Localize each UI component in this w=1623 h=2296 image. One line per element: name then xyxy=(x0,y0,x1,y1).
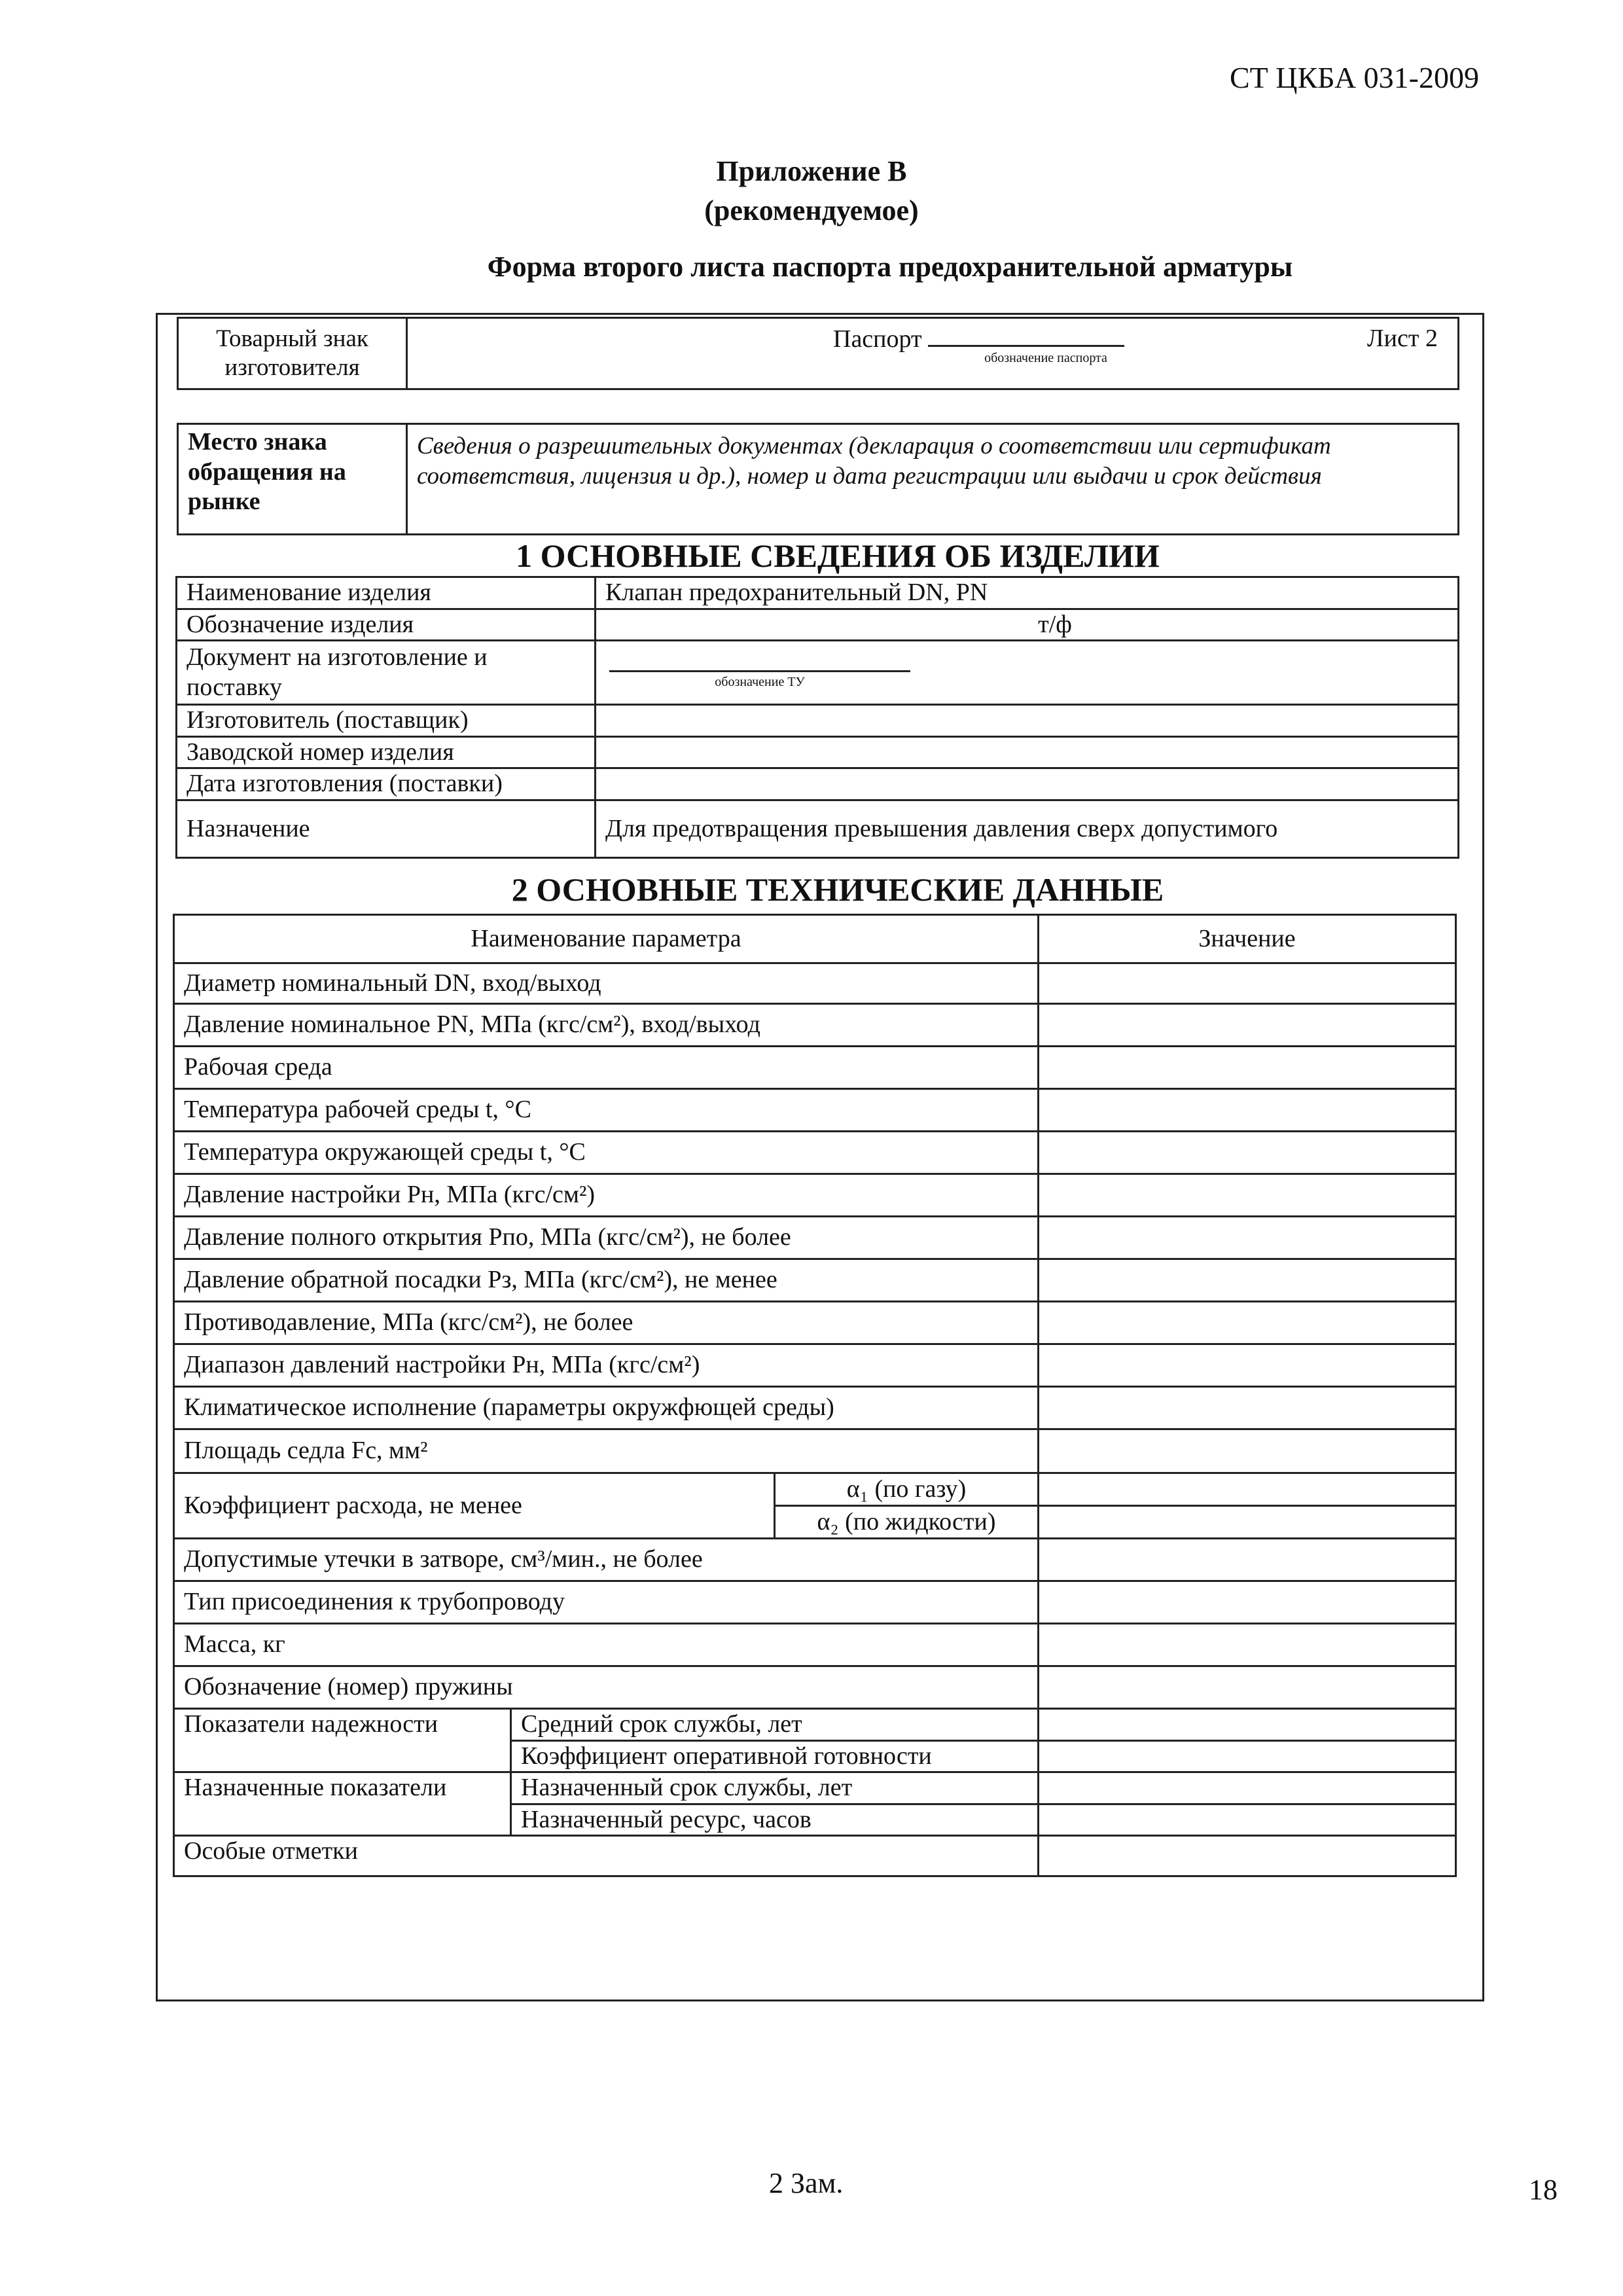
param-name: Площадь седла Fc, мм² xyxy=(174,1429,1039,1473)
param-value[interactable] xyxy=(1039,1772,1456,1804)
special-marks-label: Особые отметки xyxy=(174,1836,1039,1876)
market-table xyxy=(177,423,1459,535)
param-value[interactable] xyxy=(1039,1539,1456,1581)
param-name: Допустимые утечки в затворе, см³/мин., не более xyxy=(174,1539,1039,1581)
param-name: Диаметр номинальный DN, вход/выход xyxy=(174,963,1039,1004)
param-value[interactable] xyxy=(1039,1174,1456,1217)
table-row xyxy=(174,1772,1456,1804)
table-row xyxy=(174,1539,1456,1581)
param-value[interactable] xyxy=(1039,1047,1456,1089)
flow-coef-liquid: α₂ (по жидкости) xyxy=(775,1506,1039,1539)
tu-line xyxy=(609,670,910,672)
passport-cell xyxy=(407,318,1459,389)
header-table xyxy=(177,317,1459,390)
sheet-label: Лист 2 xyxy=(1366,325,1438,352)
appendix-subtitle: (рекомендуемое) xyxy=(704,194,919,226)
table-header-row xyxy=(174,915,1456,963)
table-row xyxy=(174,1344,1456,1387)
param-name: Диапазон давлений настройки Рн, МПа (кгс/см²) xyxy=(174,1344,1039,1387)
param-name: Обозначение (номер) пружины xyxy=(174,1666,1039,1709)
section2-heading: 2 ОСНОВНЫЕ ТЕХНИЧЕСКИЕ ДАННЫЕ xyxy=(511,871,1164,908)
table-row xyxy=(174,1132,1456,1174)
row-value[interactable] xyxy=(596,705,1459,737)
param-value[interactable] xyxy=(1039,1836,1456,1876)
passport-label: Паспорт xyxy=(833,325,922,353)
param-name: Давление обратной посадки Рз, МПа (кгс/см²), не менее xyxy=(174,1259,1039,1302)
row-value[interactable]: т/ф xyxy=(596,609,1459,641)
appendix-title: Приложение В xyxy=(716,155,907,187)
assigned-item: Назначенный срок службы, лет xyxy=(511,1772,1039,1804)
table-row xyxy=(174,1259,1456,1302)
row-value[interactable] xyxy=(596,736,1459,768)
param-name: Климатическое исполнение (параметры окружфющей среды) xyxy=(174,1387,1039,1429)
passport-number-line[interactable] xyxy=(928,324,1124,347)
table-row xyxy=(174,1429,1456,1473)
param-name: Давление настройки Рн, МПа (кгс/см²) xyxy=(174,1174,1039,1217)
param-value[interactable] xyxy=(1039,1302,1456,1344)
param-value[interactable] xyxy=(1039,963,1456,1004)
param-value[interactable] xyxy=(1039,1004,1456,1047)
table-row xyxy=(177,768,1459,800)
assigned-label: Назначенные показатели xyxy=(174,1772,511,1836)
table-row xyxy=(174,1047,1456,1089)
flow-coef-label: Коэффициент расхода, не менее xyxy=(174,1473,775,1539)
table-row xyxy=(174,1836,1456,1876)
table-row xyxy=(174,1387,1456,1429)
section2-table xyxy=(173,914,1457,1877)
param-value[interactable] xyxy=(1039,1709,1456,1741)
param-value[interactable] xyxy=(1039,1666,1456,1709)
param-name: Масса, кг xyxy=(174,1624,1039,1666)
table-row xyxy=(174,1624,1456,1666)
table-row xyxy=(174,1666,1456,1709)
table-row xyxy=(174,1217,1456,1259)
reliability-item: Коэффициент оперативной готовности xyxy=(511,1740,1039,1772)
param-value[interactable] xyxy=(1039,1259,1456,1302)
form-title: Форма второго листа паспорта предохранительной арматуры xyxy=(487,251,1293,283)
table-row xyxy=(174,1004,1456,1047)
tu-caption: обозначение ТУ xyxy=(715,675,805,690)
col-value-header: Значение xyxy=(1039,915,1456,963)
param-value[interactable] xyxy=(1039,1506,1456,1539)
table-row xyxy=(174,963,1456,1004)
param-name: Давление номинальное PN, МПа (кгс/см²), вход/выход xyxy=(174,1004,1039,1047)
reliability-item: Средний срок службы, лет xyxy=(511,1709,1039,1741)
param-name: Температура рабочей среды t, °C xyxy=(174,1089,1039,1132)
table-row xyxy=(177,736,1459,768)
param-name: Тип присоединения к трубопроводу xyxy=(174,1581,1039,1624)
param-value[interactable] xyxy=(1039,1740,1456,1772)
param-name: Давление полного открытия Рпо, МПа (кгс/см²), не более xyxy=(174,1217,1039,1259)
param-name: Противодавление, МПа (кгс/см²), не более xyxy=(174,1302,1039,1344)
row-name: Изготовитель (поставщик) xyxy=(177,705,596,737)
row-name: Наименование изделия xyxy=(177,577,596,609)
standard-code: СТ ЦКБА 031-2009 xyxy=(1229,61,1479,94)
param-value[interactable] xyxy=(1039,1217,1456,1259)
param-value[interactable] xyxy=(1039,1581,1456,1624)
row-value[interactable] xyxy=(596,641,1459,705)
param-value[interactable] xyxy=(1039,1429,1456,1473)
row-value[interactable] xyxy=(596,768,1459,800)
trademark-label: Товарный знак изготовителя xyxy=(178,318,407,389)
row-name: Дата изготовления (поставки) xyxy=(177,768,596,800)
table-row xyxy=(174,1302,1456,1344)
col-param-header: Наименование параметра xyxy=(174,915,1039,963)
flow-coef-gas: α₁ (по газу) xyxy=(775,1473,1039,1506)
table-row xyxy=(177,705,1459,737)
row-name: Назначение xyxy=(177,800,596,857)
row-name: Обозначение изделия xyxy=(177,609,596,641)
assigned-item: Назначенный ресурс, часов xyxy=(511,1804,1039,1836)
market-label: Место знака обращения на рынке xyxy=(178,424,407,535)
row-value[interactable]: Для предотвращения превышения давления сверх допустимого xyxy=(596,800,1459,857)
param-value[interactable] xyxy=(1039,1624,1456,1666)
table-row xyxy=(174,1473,1456,1506)
table-row xyxy=(177,800,1459,857)
table-row xyxy=(177,641,1459,705)
table-row xyxy=(174,1709,1456,1741)
table-row xyxy=(177,609,1459,641)
section1-heading: 1 ОСНОВНЫЕ СВЕДЕНИЯ ОБ ИЗДЕЛИИ xyxy=(516,537,1160,574)
section1-table xyxy=(175,576,1459,859)
param-value[interactable] xyxy=(1039,1804,1456,1836)
market-text: Сведения о разрешительных документах (декларация о соответствии или сертификат соответствия, лицензия и др.), номер и дата регистрации или выдачи и срок действия xyxy=(407,424,1459,535)
table-row xyxy=(174,1089,1456,1132)
table-row xyxy=(177,577,1459,609)
reliability-label: Показатели надежности xyxy=(174,1709,511,1772)
param-name: Температура окружающей среды t, °C xyxy=(174,1132,1039,1174)
table-row xyxy=(174,1581,1456,1624)
table-row xyxy=(174,1174,1456,1217)
page-number: 18 xyxy=(1529,2174,1558,2206)
row-name: Заводской номер изделия xyxy=(177,736,596,768)
param-value[interactable] xyxy=(1039,1132,1456,1174)
param-name: Рабочая среда xyxy=(174,1047,1039,1089)
amendment-note: 2 Зам. xyxy=(769,2167,844,2199)
param-value[interactable] xyxy=(1039,1089,1456,1132)
row-name: Документ на изготовление и поставку xyxy=(177,641,596,705)
param-value[interactable] xyxy=(1039,1387,1456,1429)
row-value[interactable]: Клапан предохранительный DN, PN xyxy=(596,577,1459,609)
passport-caption: обозначение паспорта xyxy=(984,351,1107,365)
param-value[interactable] xyxy=(1039,1473,1456,1506)
param-value[interactable] xyxy=(1039,1344,1456,1387)
